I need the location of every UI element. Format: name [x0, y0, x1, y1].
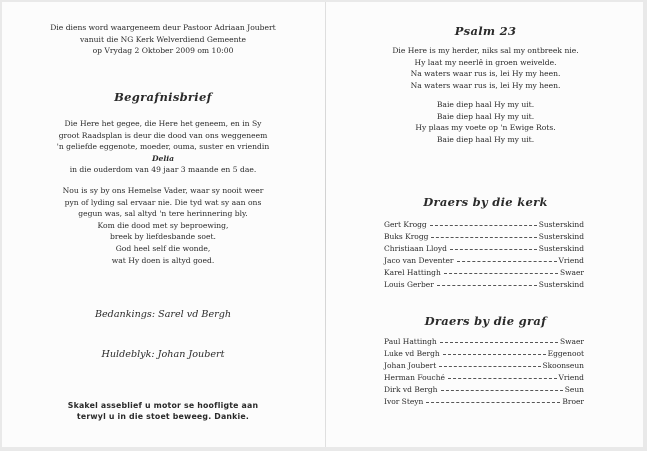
verse-line: gegun was, sal altyd 'n tere herinnering bly. — [78, 209, 248, 219]
program-sheet — [2, 2, 643, 447]
bearer-relation: Susterskind — [538, 220, 584, 229]
leader-dots — [448, 372, 557, 379]
notice-heading: Begrafnisbrief — [114, 90, 212, 104]
grave-bearers-heading: Draers by die graf — [424, 314, 547, 328]
bearer-name: Jaco van Deventer — [384, 256, 454, 265]
leader-dots — [439, 360, 540, 367]
psalm-line: Na waters waar rus is, lei Hy my heen. — [410, 80, 561, 90]
list-item — [384, 219, 584, 230]
psalm-line: Baie diep haal Hy my uit. — [436, 134, 535, 144]
closing-line: terwyl u in die stoet beweeg. Dankie. — [76, 412, 250, 421]
psalm-stanza-1 — [328, 45, 643, 91]
bearer-name: Ivor Steyn — [384, 397, 424, 406]
notice-line: Die Here het gegee, die Here het geneem, en in Sy — [64, 119, 262, 128]
leader-dots — [440, 336, 558, 343]
intro-line: Die diens word waargeneem deur Pastoor Adriaan Joubert — [50, 23, 276, 32]
tribute-line: Huldeblyk: Johan Joubert — [101, 349, 225, 360]
verse-line: pyn of lyding sal ervaar nie. Die tyd wat sy aan ons — [64, 197, 262, 207]
closing-notice — [2, 400, 324, 422]
church-bearers-heading: Draers by die kerk — [423, 195, 548, 209]
service-intro — [2, 22, 324, 57]
notice-line: groot Raadsplan is deur die dood van ons weggeneem — [58, 130, 268, 140]
psalm-line: Die Here is my herder, niks sal my ontbreek nie. — [392, 46, 579, 55]
list-item — [384, 360, 584, 371]
deceased-name: Delia — [151, 153, 175, 163]
list-item — [384, 396, 584, 407]
list-item — [384, 231, 584, 242]
leader-dots — [430, 219, 537, 226]
bearer-relation: Skoonseun — [542, 361, 584, 370]
bearer-name: Louis Gerber — [384, 280, 434, 289]
verse-line: wat Hy doen is altyd goed. — [111, 255, 215, 265]
bearer-relation: Swaer — [559, 337, 584, 346]
leader-dots — [457, 255, 557, 262]
bearer-name: Johan Joubert — [384, 361, 437, 370]
leader-dots — [444, 267, 558, 274]
list-item — [384, 384, 584, 395]
verse-line: Nou is sy by ons Hemelse Vader, waar sy nooit weer — [62, 186, 264, 195]
psalm-stanza-2 — [328, 99, 643, 145]
bearer-name: Paul Hattingh — [384, 337, 437, 346]
psalm-line: Baie diep haal Hy my uit. — [436, 100, 535, 109]
list-item — [384, 267, 584, 278]
list-item — [384, 336, 584, 347]
bearer-name: Gert Krogg — [384, 220, 427, 229]
verse-line: Kom die dood met sy beproewing, — [97, 220, 229, 230]
bearer-relation: Broer — [562, 397, 584, 406]
notice-body — [2, 118, 324, 176]
verse-line: breek by liefdesbande soet. — [110, 232, 216, 242]
age-line: in die ouderdom van 49 jaar 3 maande en 5 dae. — [69, 165, 257, 175]
thanks-line: Bedankings: Sarel vd Bergh — [94, 309, 232, 320]
bearer-relation: Susterskind — [538, 232, 584, 241]
bearer-relation: Vriend — [558, 373, 584, 382]
bearer-name: Herman Fouché — [384, 373, 445, 382]
closing-line: Skakel asseblief u motor se hoofligte aan — [67, 401, 259, 410]
list-item — [384, 243, 584, 254]
intro-line: vanuit die NG Kerk Welverdiend Gemeente — [79, 34, 247, 44]
bearer-relation: Susterskind — [538, 280, 584, 289]
psalm-line: Hy plaas my voete op 'n Ewige Rots. — [415, 123, 556, 133]
list-item — [384, 348, 584, 359]
bearer-relation: Swaer — [559, 268, 584, 277]
psalm-title: Psalm 23 — [454, 24, 517, 38]
list-item — [384, 255, 584, 266]
center-fold — [325, 2, 326, 447]
psalm-line: Na waters waar rus is, lei Hy my heen. — [410, 69, 561, 79]
list-item — [384, 372, 584, 383]
leader-dots — [437, 279, 537, 286]
bearer-name: Karel Hattingh — [384, 268, 441, 277]
list-item — [384, 279, 584, 290]
verse-body — [2, 185, 324, 266]
leader-dots — [426, 396, 560, 403]
bearer-name: Christiaan Lloyd — [384, 244, 447, 253]
bearer-relation: Susterskind — [538, 244, 584, 253]
leader-dots — [443, 348, 546, 355]
psalm-line: Baie diep haal Hy my uit. — [436, 111, 535, 121]
bearer-name: Buks Krogg — [384, 232, 429, 241]
bearer-name: Luke vd Bergh — [384, 349, 440, 358]
leader-dots — [450, 243, 537, 250]
bearer-relation: Vriend — [558, 256, 584, 265]
intro-line: op Vrydag 2 Oktober 2009 om 10:00 — [92, 46, 234, 56]
leader-dots — [441, 384, 563, 391]
notice-line: 'n geliefde eggenote, moeder, ouma, suster en vriendin — [56, 142, 270, 152]
leader-dots — [431, 231, 536, 238]
bearer-relation: Eggenoot — [547, 349, 584, 358]
verse-line: God heel self die wonde, — [115, 243, 211, 253]
bearer-relation: Seun — [564, 385, 584, 394]
bearer-name: Dirk vd Bergh — [384, 385, 438, 394]
psalm-line: Hy laat my neerlê in groen weivelde. — [414, 57, 557, 67]
